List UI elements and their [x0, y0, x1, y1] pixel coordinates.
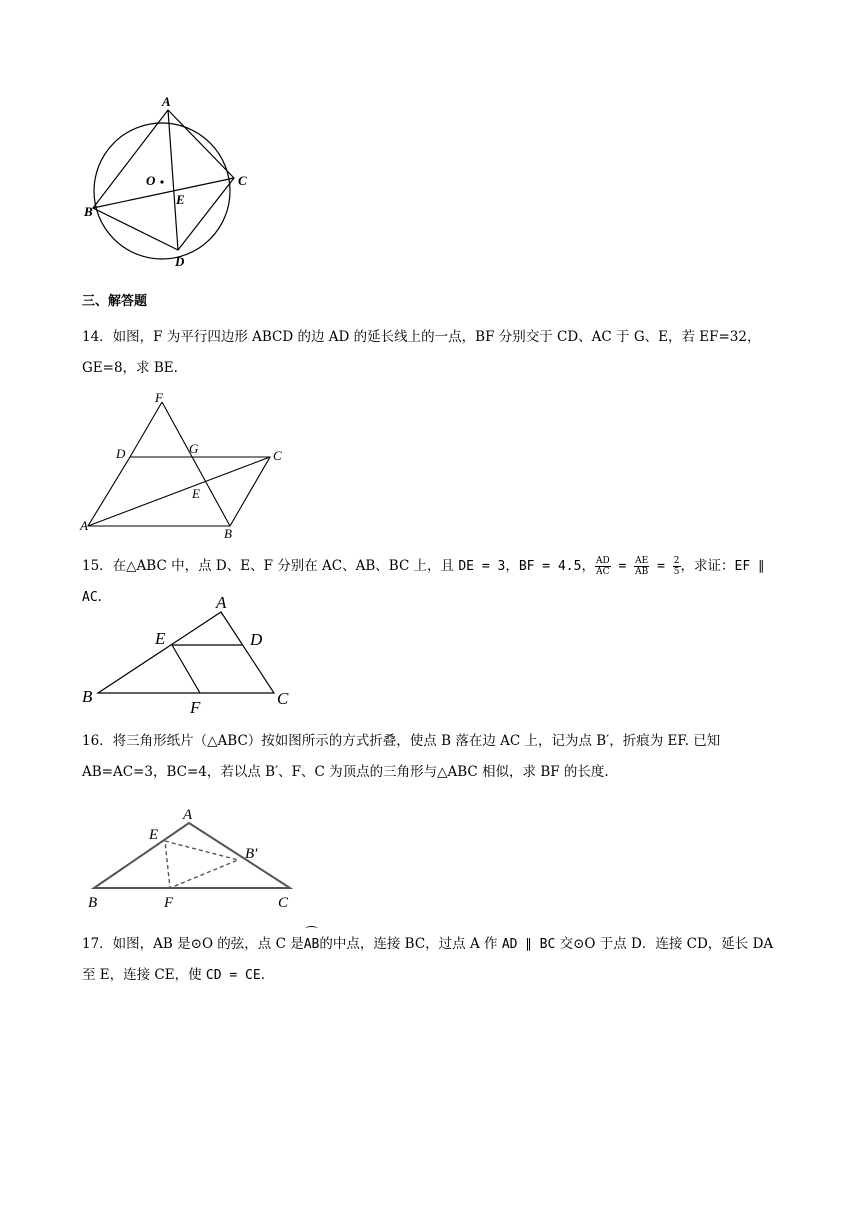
label-c: C: [277, 689, 289, 708]
figure-triangle-parallel: [78, 592, 308, 717]
label-o: O: [146, 173, 156, 188]
q15-middle: ，求证：: [680, 558, 735, 574]
label-c: C: [273, 448, 282, 463]
frac-num: AE: [635, 556, 649, 566]
label-b: B: [88, 895, 98, 911]
label-f: F: [190, 698, 201, 717]
label-d: D: [116, 446, 126, 461]
fraction-ad-ac: [595, 556, 611, 577]
label-a: A: [216, 593, 227, 612]
segment-bf: [162, 402, 230, 526]
label-d: D: [175, 254, 185, 269]
q17-eq-ad-bc: AD ∥ BC: [501, 937, 556, 952]
label-b-prime: B′: [245, 846, 258, 862]
frac-den: AB: [635, 567, 649, 577]
q17-part2: 的中点，连接 BC，过点 A 作: [319, 936, 502, 952]
label-b: B: [224, 526, 232, 541]
segment-ef: [172, 645, 200, 693]
label-g: G: [189, 441, 199, 456]
q15-sep2: ，: [581, 558, 595, 574]
frac-den: 5: [673, 567, 680, 577]
q15-eq-bf: BF = 4.5: [518, 559, 582, 574]
label-f: F: [155, 390, 163, 405]
segment-df: [130, 402, 162, 457]
label-a: A: [162, 94, 171, 109]
fraction-ae-ab: [634, 556, 649, 577]
question-16-text: 16．将三角形纸片（△ABC）按如图所示的方式折叠，使点 B 落在边 AC 上，记为点 B′，折痕为 EF. 已知 AB=AC=3，BC=4，若以点 B′、F、C 为顶点的三角形与△ABC 相似，求 BF 的长度.: [82, 733, 721, 780]
fraction-2-5: [673, 556, 681, 577]
q17-end: .: [260, 967, 266, 983]
q15-end: .: [97, 589, 102, 605]
label-e: E: [149, 827, 159, 843]
frac-num: 2: [673, 556, 680, 566]
label-b: B: [82, 687, 93, 706]
q15-eqsign2: =: [649, 559, 673, 574]
center-dot: [160, 180, 163, 183]
q17-part3: 交⊙O 于点 D．连接 CD，延长 DA 至 E，连接 CE，使: [82, 936, 774, 983]
figure-folded-triangle: [82, 803, 312, 913]
triangle-abc: [98, 612, 274, 693]
label-c: C: [238, 173, 247, 188]
question-14-text: 14．如图，F 为平行四边形 ABCD 的边 AD 的延长线上的一点，BF 分别交于 CD、AC 于 G、E，若 EF=32，GE=8，求 BE.: [82, 329, 761, 376]
label-e: E: [176, 192, 185, 207]
q15-sep1: ，: [505, 558, 519, 574]
q17-eq-cd-ce: CD = CE: [205, 968, 261, 983]
diagonal-ad: [168, 110, 178, 250]
q15-eqsign1: =: [610, 559, 635, 574]
figure-parallelogram: [78, 390, 293, 540]
q15-prefix: 15．在△ABC 中，点 D、E、F 分别在 AC、AB、BC 上，且: [82, 558, 459, 574]
question-17-text: [82, 929, 782, 991]
label-e: E: [155, 629, 166, 648]
q15-conclusion: EF ∥ AC: [82, 559, 765, 605]
label-f: F: [164, 895, 174, 911]
label-e: E: [192, 486, 200, 501]
diagonal-ac: [88, 457, 270, 526]
label-c: C: [278, 895, 289, 911]
arc-ab: AB: [304, 929, 320, 960]
label-a: A: [80, 518, 88, 533]
figure-circle-quadrilateral: [80, 92, 260, 272]
section-heading: 三、解答题: [82, 294, 148, 309]
triangle-abc: [94, 823, 290, 888]
label-a: A: [183, 807, 193, 823]
label-b: B: [84, 204, 93, 219]
label-d: D: [250, 630, 263, 649]
circle-o: [94, 123, 230, 259]
frac-num: AD: [595, 556, 610, 566]
q17-part1: 17．如图，AB 是⊙O 的弦，点 C 是: [82, 936, 304, 952]
q15-eq-de: DE = 3: [458, 559, 506, 574]
quadrilateral-abdc: [93, 110, 234, 250]
frac-den: AC: [596, 567, 610, 577]
